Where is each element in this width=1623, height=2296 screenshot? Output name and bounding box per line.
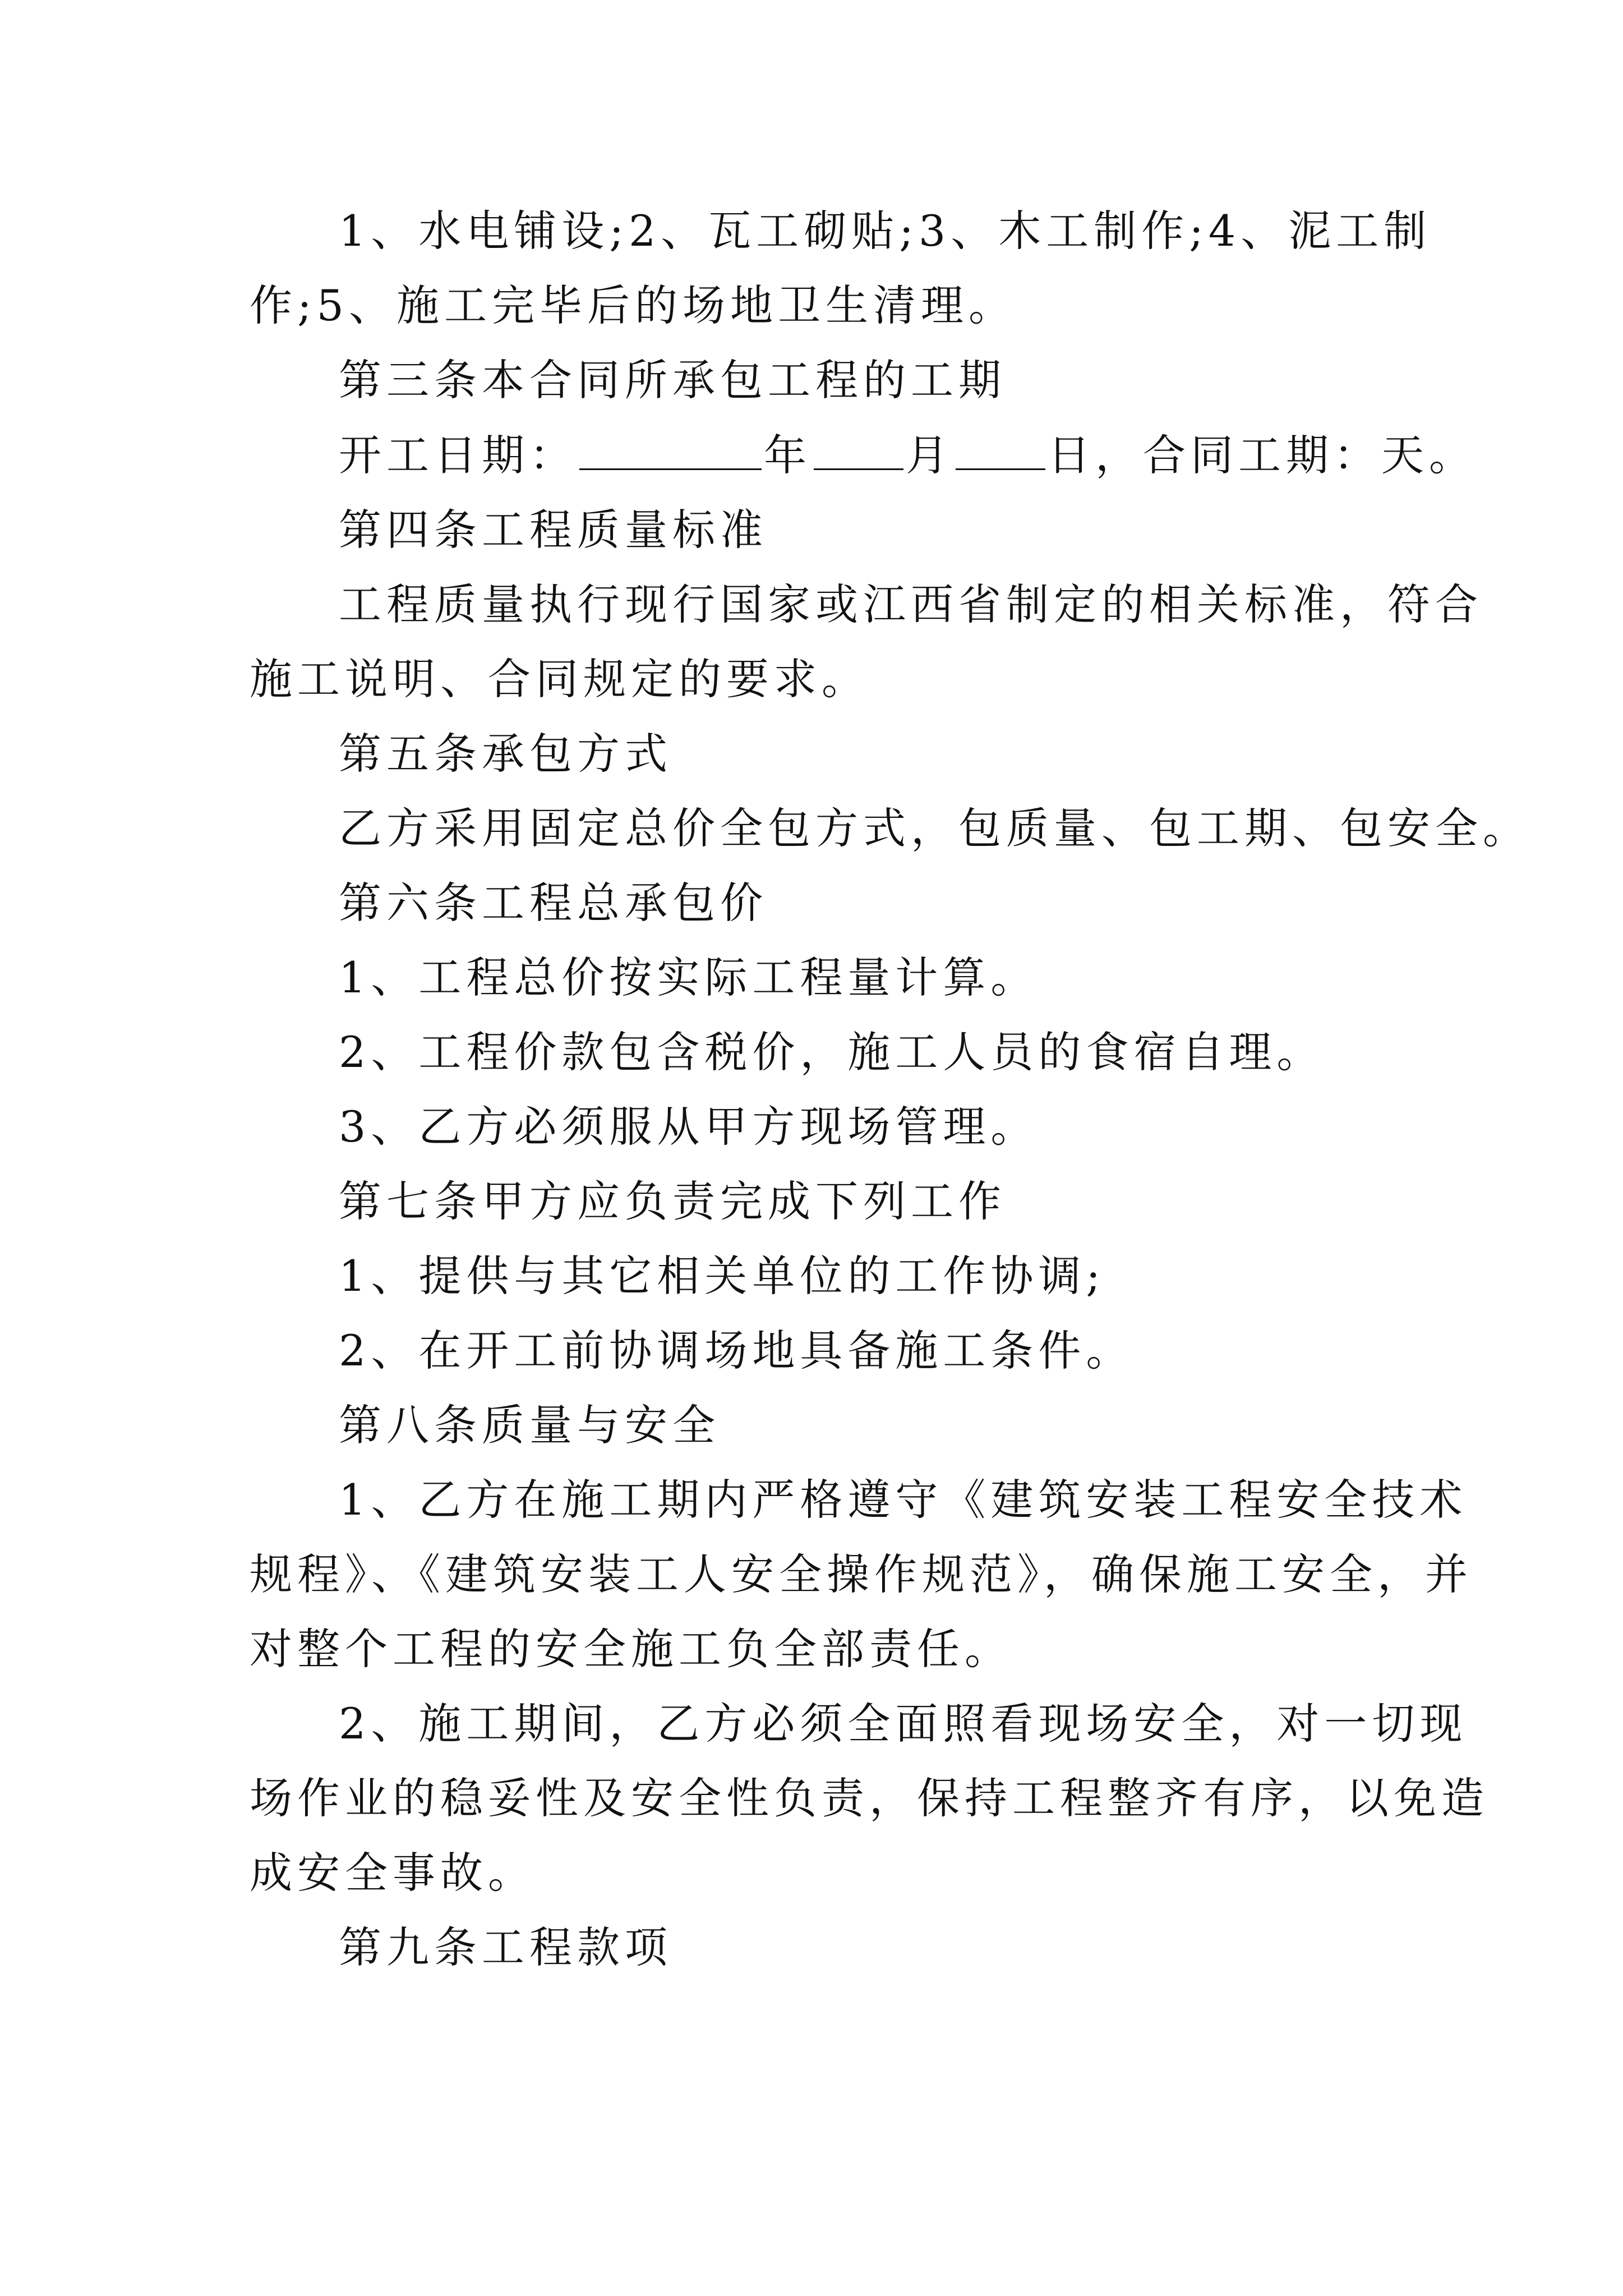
text-line: 对整个工程的安全施工负全部责任。: [250, 1624, 1012, 1674]
month-blank: [814, 429, 903, 470]
text-line: 施工说明、合同规定的要求。: [250, 654, 869, 704]
text-line: 2、在开工前协调场地具备施工条件。: [339, 1326, 1134, 1375]
text-line: 2、施工期间，乙方必须全面照看现场安全，对一切现: [339, 1699, 1468, 1749]
section-heading: 第七条甲方应负责完成下列工作: [339, 1176, 1006, 1226]
section-heading: 第八条质量与安全: [339, 1400, 720, 1450]
section-heading: 第六条工程总承包价: [339, 878, 768, 928]
text-line: 1、乙方在施工期内严格遵守《建筑安装工程安全技术: [339, 1475, 1468, 1525]
year-label: 年: [764, 430, 811, 480]
year-blank: [579, 429, 762, 470]
text-line: 规程》、《建筑安装工人安全操作规范》，确保施工安全，并: [250, 1549, 1473, 1599]
day-blank: [956, 429, 1045, 470]
text-line: 作;5、施工完毕后的场地卫生清理。: [250, 280, 1016, 330]
text-line: 1、工程总价按实际工程量计算。: [339, 953, 1039, 1002]
text-line: 3、乙方必须服从甲方现场管理。: [339, 1102, 1039, 1152]
text-line: 场作业的稳妥性及安全性负责，保持工程整齐有序，以免造: [250, 1773, 1489, 1823]
start-date-label: 开工日期：: [339, 430, 577, 480]
text-line: 1、水电铺设;2、瓦工砌贴;3、木工制作;4、泥工制: [339, 206, 1432, 256]
start-date-line: [339, 427, 1477, 484]
text-line: 乙方采用固定总价全包方式，包质量、包工期、包安全。: [339, 803, 1530, 853]
day-label: 日，合同工期：天。: [1048, 430, 1477, 480]
text-line: 工程质量执行现行国家或江西省制定的相关标准，符合: [339, 579, 1483, 629]
text-line: 成安全事故。: [250, 1848, 536, 1898]
section-heading: 第四条工程质量标准: [339, 505, 768, 555]
section-heading: 第九条工程款项: [339, 1922, 672, 1972]
text-line: 2、工程价款包含税价，施工人员的食宿自理。: [339, 1027, 1325, 1077]
month-label: 月: [906, 430, 953, 480]
text-line: 1、提供与其它相关单位的工作协调;: [339, 1251, 1105, 1301]
section-heading: 第三条本合同所承包工程的工期: [339, 355, 1006, 405]
section-heading: 第五条承包方式: [339, 729, 672, 779]
